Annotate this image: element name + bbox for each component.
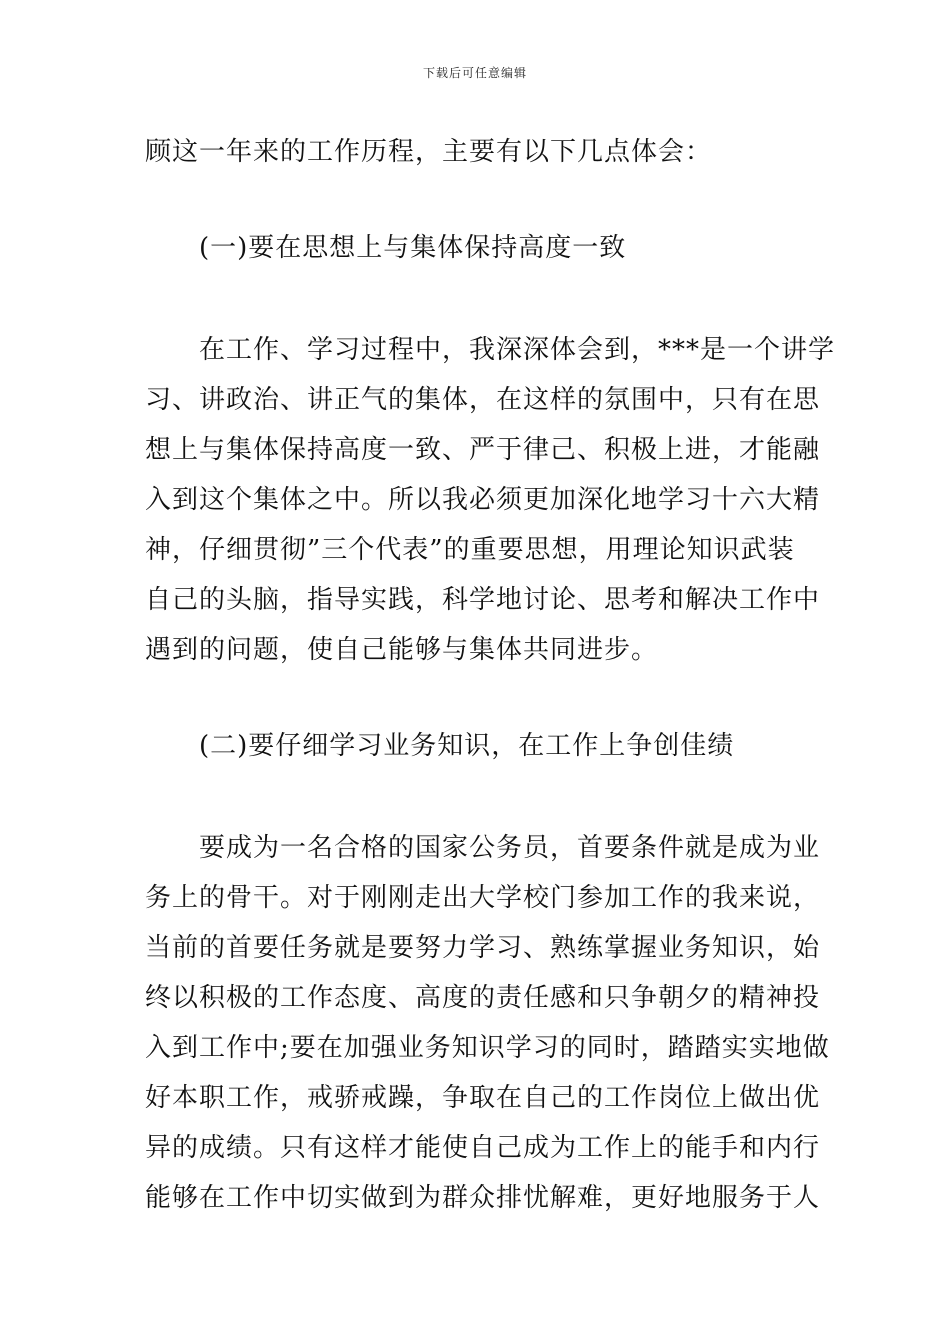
text-line: 在工作、学习过程中，我深深体会到，***是一个讲学: [199, 335, 836, 365]
page-header: 下载后可任意编辑: [422, 66, 527, 80]
text-line: 要成为一名合格的国家公务员，首要条件就是成为业: [199, 833, 821, 863]
text-line: 终以积极的工作态度、高度的责任感和只争朝夕的精神投: [145, 983, 821, 1013]
text-line: 务上的骨干。对于刚刚走出大学校门参加工作的我来说，: [145, 883, 821, 913]
section-heading-1: (一)要在思想上与集体保持高度一致: [199, 233, 627, 263]
text-line: 自己的头脑，指导实践，科学地讨论、思考和解决工作中: [145, 585, 821, 615]
text-line: 异的成绩。只有这样才能使自己成为工作上的能手和内行: [145, 1133, 821, 1163]
text-line: 入到工作中;要在加强业务知识学习的同时，踏踏实实地做: [145, 1033, 830, 1063]
text-line: 遇到的问题，使自己能够与集体共同进步。: [145, 635, 659, 665]
text-line: 能够在工作中切实做到为群众排忧解难，更好地服务于人: [145, 1183, 821, 1213]
text-line: 当前的首要任务就是要努力学习、熟练掌握业务知识，始: [145, 933, 821, 963]
text-line: 好本职工作，戒骄戒躁，争取在自己的工作岗位上做出优: [145, 1083, 821, 1113]
text-line: 顾这一年来的工作历程，主要有以下几点体会：: [145, 137, 713, 167]
section-heading-2: (二)要仔细学习业务知识，在工作上争创佳绩: [199, 731, 735, 761]
text-line: 想上与集体保持高度一致、严于律己、积极上进，才能融: [145, 435, 821, 465]
text-line: 入到这个集体之中。所以我必须更加深化地学习十六大精: [145, 485, 821, 515]
text-line: 神，仔细贯彻”三个代表”的重要思想，用理论知识武装: [145, 535, 795, 565]
text-line: 习、讲政治、讲正气的集体，在这样的氛围中，只有在思: [145, 385, 821, 415]
